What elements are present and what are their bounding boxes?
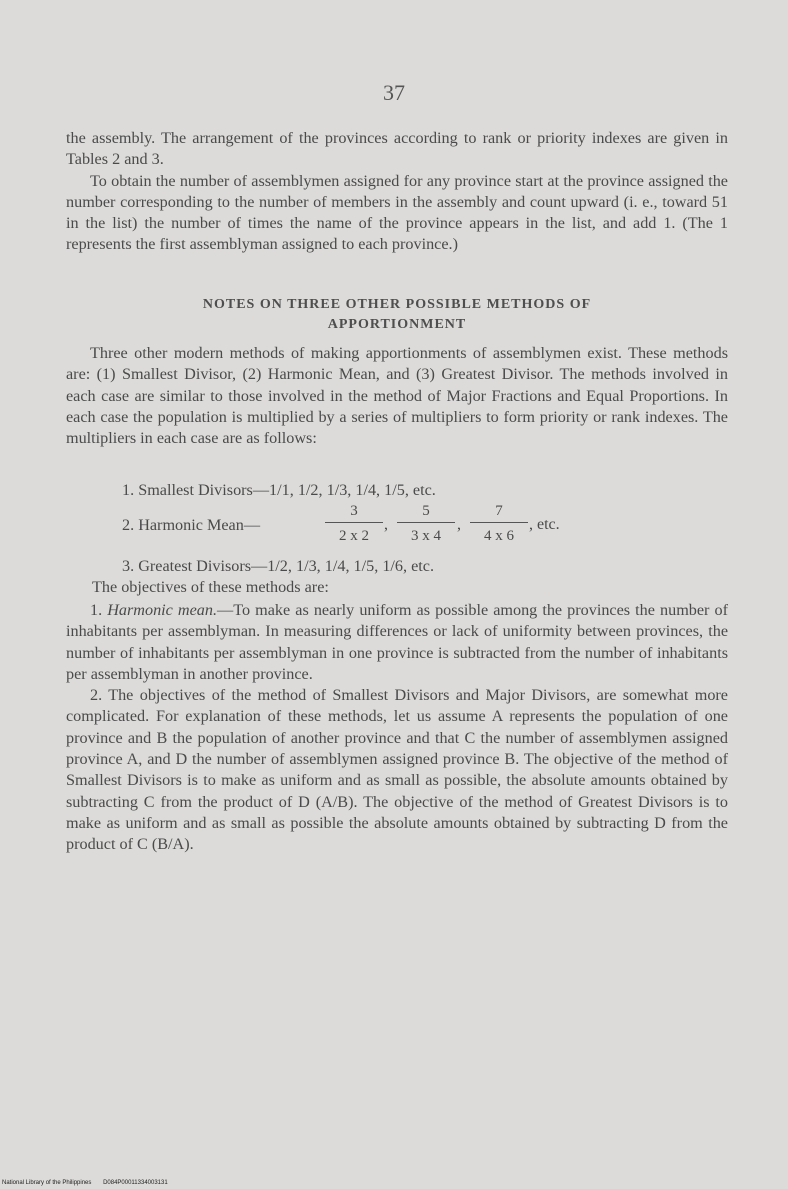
objective-number: 1. bbox=[90, 601, 108, 619]
fraction-denominator: 3 x 4 bbox=[411, 528, 441, 544]
fraction-separator: , bbox=[457, 516, 461, 533]
multiplier-item-harmonic-mean-label: 2. Harmonic Mean— bbox=[122, 516, 261, 534]
fraction-bar bbox=[470, 522, 528, 523]
fraction-numerator: 3 bbox=[350, 503, 358, 519]
fraction-denominator: 2 x 2 bbox=[339, 528, 369, 544]
fraction-separator: , bbox=[384, 516, 388, 533]
fraction-bar bbox=[325, 522, 383, 523]
multiplier-item-greatest-divisors: 3. Greatest Divisors—1/2, 1/3, 1/4, 1/5, 1/6, etc. bbox=[122, 557, 435, 575]
harmonic-fraction-2 bbox=[397, 502, 455, 545]
paragraph-assemblymen-count: To obtain the number of assemblymen assigned for any province start at the province assigned the number corresponding to the number of members in the assembly and count upward (i. e., toward 51 in the list) the number of times the name of the province appears in the list, and add 1. (The 1 represents the first assemblyman assigned to each province.) bbox=[66, 171, 728, 254]
intro-paragraph: Three other modern methods of making apportionments of assemblymen exist. These methods are: (1) Smallest Divisor, (2) Harmonic Mean, and (3) Greatest Divisor. The methods involved in each case are similar to those involved in the method of Major Fractions and Equal Proportions. In each case the population is multiplied by a series of multipliers to form priority or rank indexes. The multipliers in each case are as follows: bbox=[66, 344, 728, 448]
section-heading-line2: APPORTIONMENT bbox=[327, 317, 467, 332]
objectives-intro: The objectives of these methods are: bbox=[92, 578, 329, 596]
scan-footer bbox=[2, 1180, 178, 1186]
scan-code: D084P00011334003131 bbox=[103, 1180, 168, 1186]
page-number: 37 bbox=[383, 80, 405, 105]
top-text-block bbox=[66, 128, 728, 256]
section-heading-line1: NOTES ON THREE OTHER POSSIBLE METHODS OF bbox=[202, 297, 592, 312]
harmonic-etc: , etc. bbox=[529, 516, 560, 533]
fraction-numerator: 7 bbox=[495, 503, 503, 519]
library-credit: National Library of the Philippines bbox=[2, 1180, 92, 1186]
harmonic-fraction-3 bbox=[470, 502, 528, 545]
fraction-bar bbox=[397, 522, 455, 523]
fraction-numerator: 5 bbox=[422, 503, 430, 519]
objective-text: —To make as nearly uniform as possible among the provinces the number of inhabitants per assemblyman. In measuring differences or lack of uniformity between provinces, the number of inhabitants per assemblyman in one province is subtracted from the number of inhabitants per assemblyman in another province. bbox=[66, 601, 729, 683]
objective-smallest-greatest-divisors: 2. The objectives of the method of Smallest Divisors and Major Divisors, are somewhat more complicated. For explanation of these methods, let us assume A represents the population of one province and B the population of another province and that C the number of assemblymen assigned province A, and D the number of assemblymen assigned province B. The objective of the method of Smallest Divisors is to make as uniform and as small as possible, the absolute amounts obtained by subtracting C from the product of D (A/B). The objective of the method of Greatest Divisors is to make as uniform and as small as possible the absolute amounts obtained by subtracting D from the product of C (B/A). bbox=[66, 686, 728, 854]
fraction-denominator: 4 x 6 bbox=[484, 528, 514, 544]
objective-harmonic-mean bbox=[66, 600, 728, 685]
intro-text-block bbox=[66, 343, 728, 449]
objectives-text-block bbox=[66, 600, 728, 856]
harmonic-fraction-1 bbox=[325, 502, 383, 545]
section-heading bbox=[66, 295, 728, 335]
paragraph-continuation: the assembly. The arrangement of the provinces according to rank or priority indexes are given in Tables 2 and 3. bbox=[66, 129, 728, 169]
objective-title: Harmonic mean. bbox=[107, 601, 218, 619]
multiplier-item-smallest-divisors: 1. Smallest Divisors—1/1, 1/2, 1/3, 1/4, 1/5, etc. bbox=[122, 481, 436, 499]
